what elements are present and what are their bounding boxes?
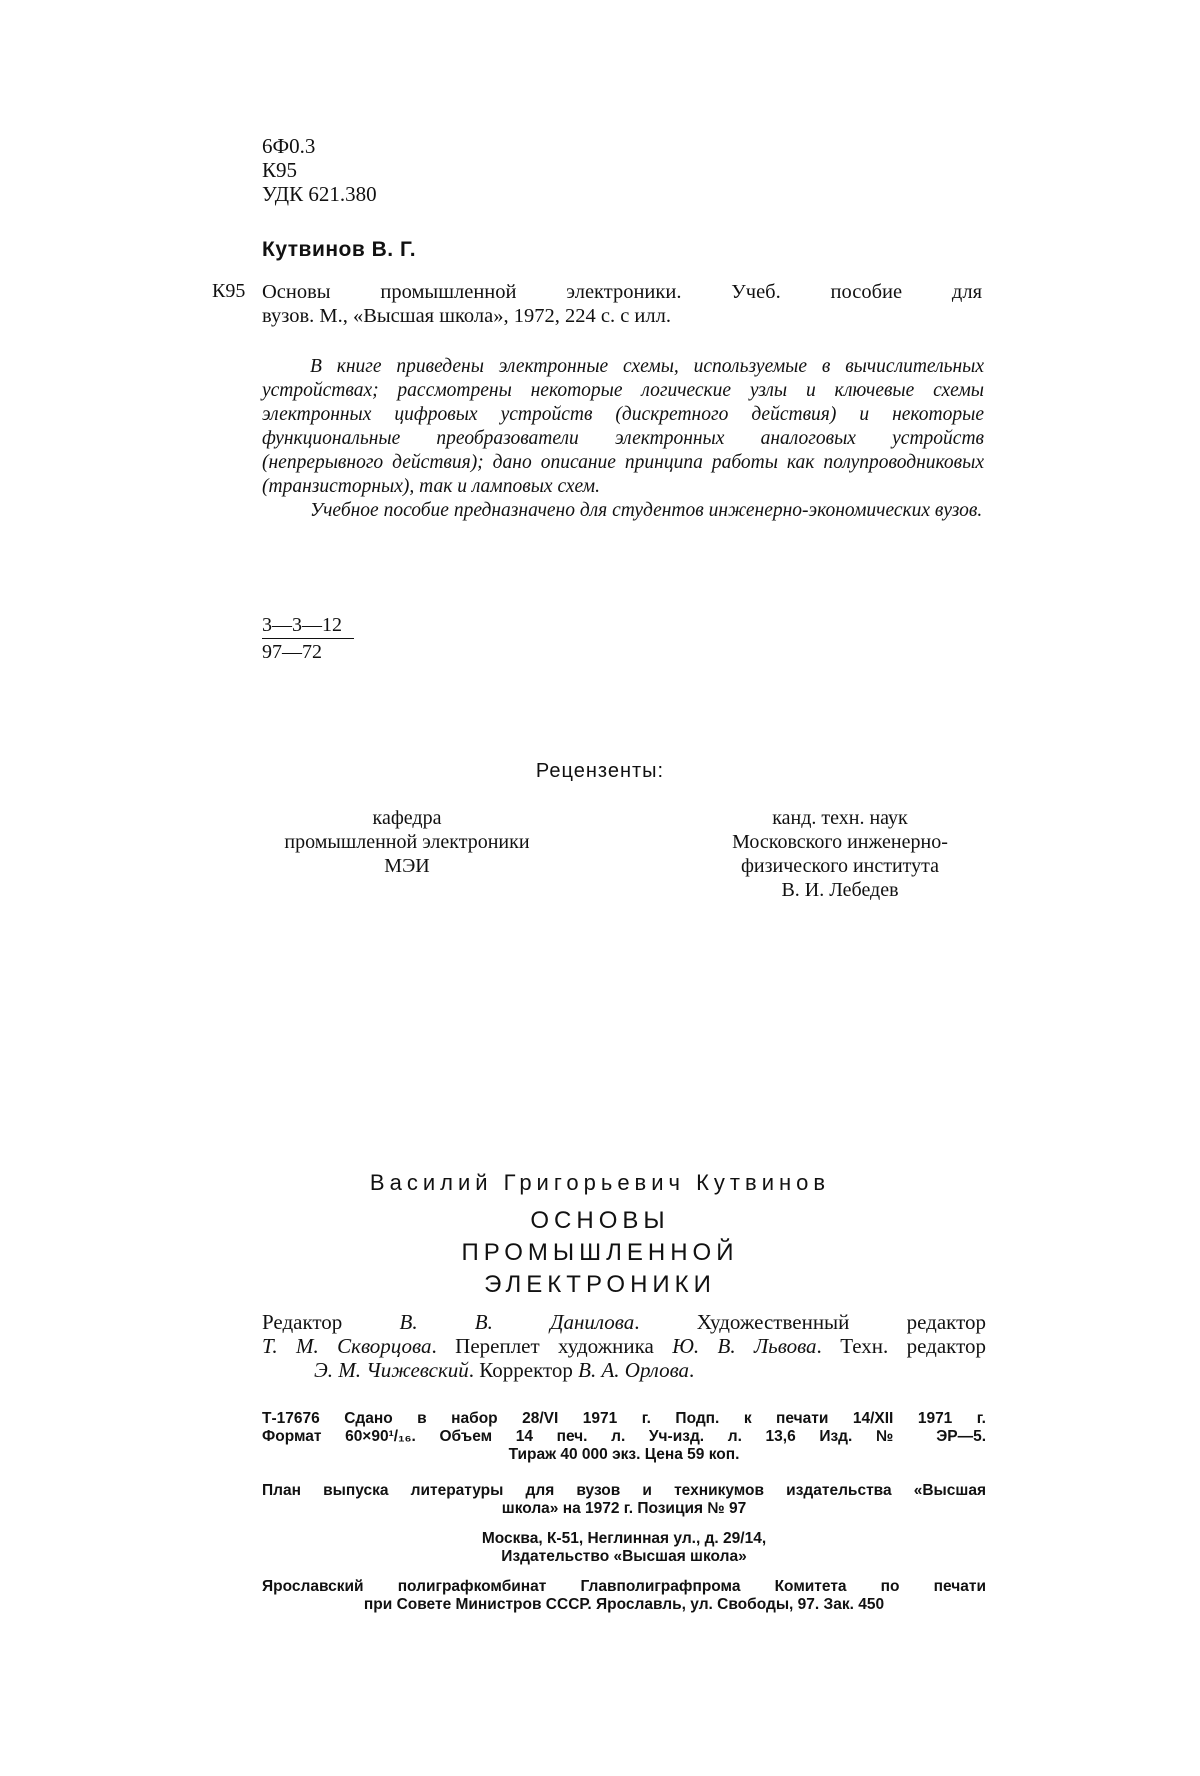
index-numerator: 3—3—12 bbox=[262, 612, 354, 639]
print-line-1: Т-17676 Сдано в набор 28/VI 1971 г. Подп. к печати 14/XII 1971 г. bbox=[262, 1410, 986, 1427]
classification-codes bbox=[262, 134, 377, 206]
editor-label: Редактор bbox=[262, 1310, 343, 1334]
reviewers-title: Рецензенты: bbox=[535, 760, 665, 782]
editorial-credits bbox=[262, 1310, 986, 1382]
reviewer-right-line: В. И. Лебедев bbox=[781, 879, 899, 901]
cover-label: Переплет художника bbox=[455, 1334, 654, 1358]
abstract-paragraph-2: Учебное пособие предназначено для студентов инженерно-экономических вузов. bbox=[310, 500, 983, 521]
udc-code: УДК 621.380 bbox=[262, 182, 377, 206]
art-editor-label: Художественный редактор bbox=[696, 1310, 986, 1334]
book-title-line: ЭЛЕКТРОНИКИ bbox=[484, 1271, 716, 1298]
publisher-address bbox=[262, 1530, 986, 1566]
tech-editor-label: Техн. редактор bbox=[840, 1334, 987, 1358]
bbk-code: 6Ф0.3 bbox=[262, 134, 316, 158]
print-line-3: Тираж 40 000 экз. Цена 59 коп. bbox=[508, 1446, 740, 1463]
bibliographic-description bbox=[262, 280, 982, 328]
author-heading: Кутвинов В. Г. bbox=[262, 238, 417, 261]
book-title-line: ПРОМЫШЛЕННОЙ bbox=[461, 1239, 739, 1266]
reviewer-right-line: канд. техн. наук bbox=[772, 807, 908, 829]
biblio-line-1: Основы промышленной электроники. Учеб. пособие для bbox=[262, 281, 982, 303]
reviewer-right bbox=[690, 806, 990, 902]
book-title-line: ОСНОВЫ bbox=[530, 1207, 670, 1234]
reviewer-left bbox=[262, 806, 552, 878]
print-details bbox=[262, 1410, 986, 1464]
art-editor-name: Т. М. Скворцова bbox=[262, 1334, 432, 1358]
biblio-line-2: вузов. М., «Высшая школа», 1972, 224 с. с илл. bbox=[262, 305, 671, 327]
reviewer-left-line: МЭИ bbox=[384, 855, 430, 877]
reviewer-left-line: кафедра bbox=[372, 807, 442, 829]
address-line-1: Москва, К-51, Неглинная ул., д. 29/14, bbox=[481, 1530, 767, 1547]
book-title bbox=[0, 1205, 1200, 1301]
publication-plan bbox=[262, 1482, 986, 1518]
abstract bbox=[262, 355, 984, 523]
reviewer-right-line: Московского инженерно- bbox=[732, 831, 948, 853]
address-line-2: Издательство «Высшая школа» bbox=[501, 1548, 747, 1565]
editor-name: В. В. Данилова bbox=[399, 1310, 635, 1334]
cover-name: Ю. В. Львова bbox=[672, 1334, 817, 1358]
plan-line-1: План выпуска литературы для вузов и техникумов издательства «Высшая bbox=[262, 1482, 986, 1499]
index-denominator: 97—72 bbox=[262, 641, 322, 663]
printer-info bbox=[262, 1578, 986, 1614]
corrector-name: В. А. Орлова bbox=[578, 1358, 690, 1382]
tech-editor-name: Э. М. Чижевский bbox=[314, 1358, 469, 1382]
author-mark: К95 bbox=[262, 158, 298, 182]
reviewer-left-line: промышленной электроники bbox=[284, 831, 530, 853]
author-full-name: Василий Григорьевич Кутвинов bbox=[369, 1170, 831, 1195]
credits-line-3: Э. М. Чижевский. Корректор В. А. Орлова. bbox=[314, 1358, 695, 1382]
credits-line-2: Т. М. Скворцова. Переплет художника Ю. В. Львова. Техн. редактор bbox=[262, 1334, 987, 1358]
index-code bbox=[262, 612, 354, 665]
plan-line-2: школа» на 1972 г. Позиция № 97 bbox=[501, 1500, 747, 1517]
printer-line-1: Ярославский полиграфкомбинат Главполиграфпрома Комитета по печати bbox=[262, 1578, 986, 1595]
credits-line-1: Редактор В. В. Данилова. Художественный редактор bbox=[262, 1310, 986, 1334]
shelf-mark: К95 bbox=[212, 280, 246, 302]
printer-line-2: при Совете Министров СССР. Ярославль, ул. Свободы, 97. Зак. 450 bbox=[363, 1596, 885, 1613]
reviewer-right-line: физического института bbox=[740, 855, 940, 877]
abstract-paragraph-1: В книге приведены электронные схемы, используемые в вычислительных устройствах; рассмотрены некоторые логические узлы и ключевые схемы электронных цифровых устройств (дискретного действия) и некоторые функциональные преобразователи электронных аналоговых устройств (непрерывного действия); дано описание принципа работы как полупроводниковых (транзисторных), так и ламповых схем. bbox=[262, 356, 984, 497]
corrector-label: Корректор bbox=[479, 1358, 573, 1382]
print-line-2: Формат 60×90¹/₁₆. Объем 14 печ. л. Уч-изд. л. 13,6 Изд. № ЭР—5. bbox=[262, 1428, 986, 1445]
